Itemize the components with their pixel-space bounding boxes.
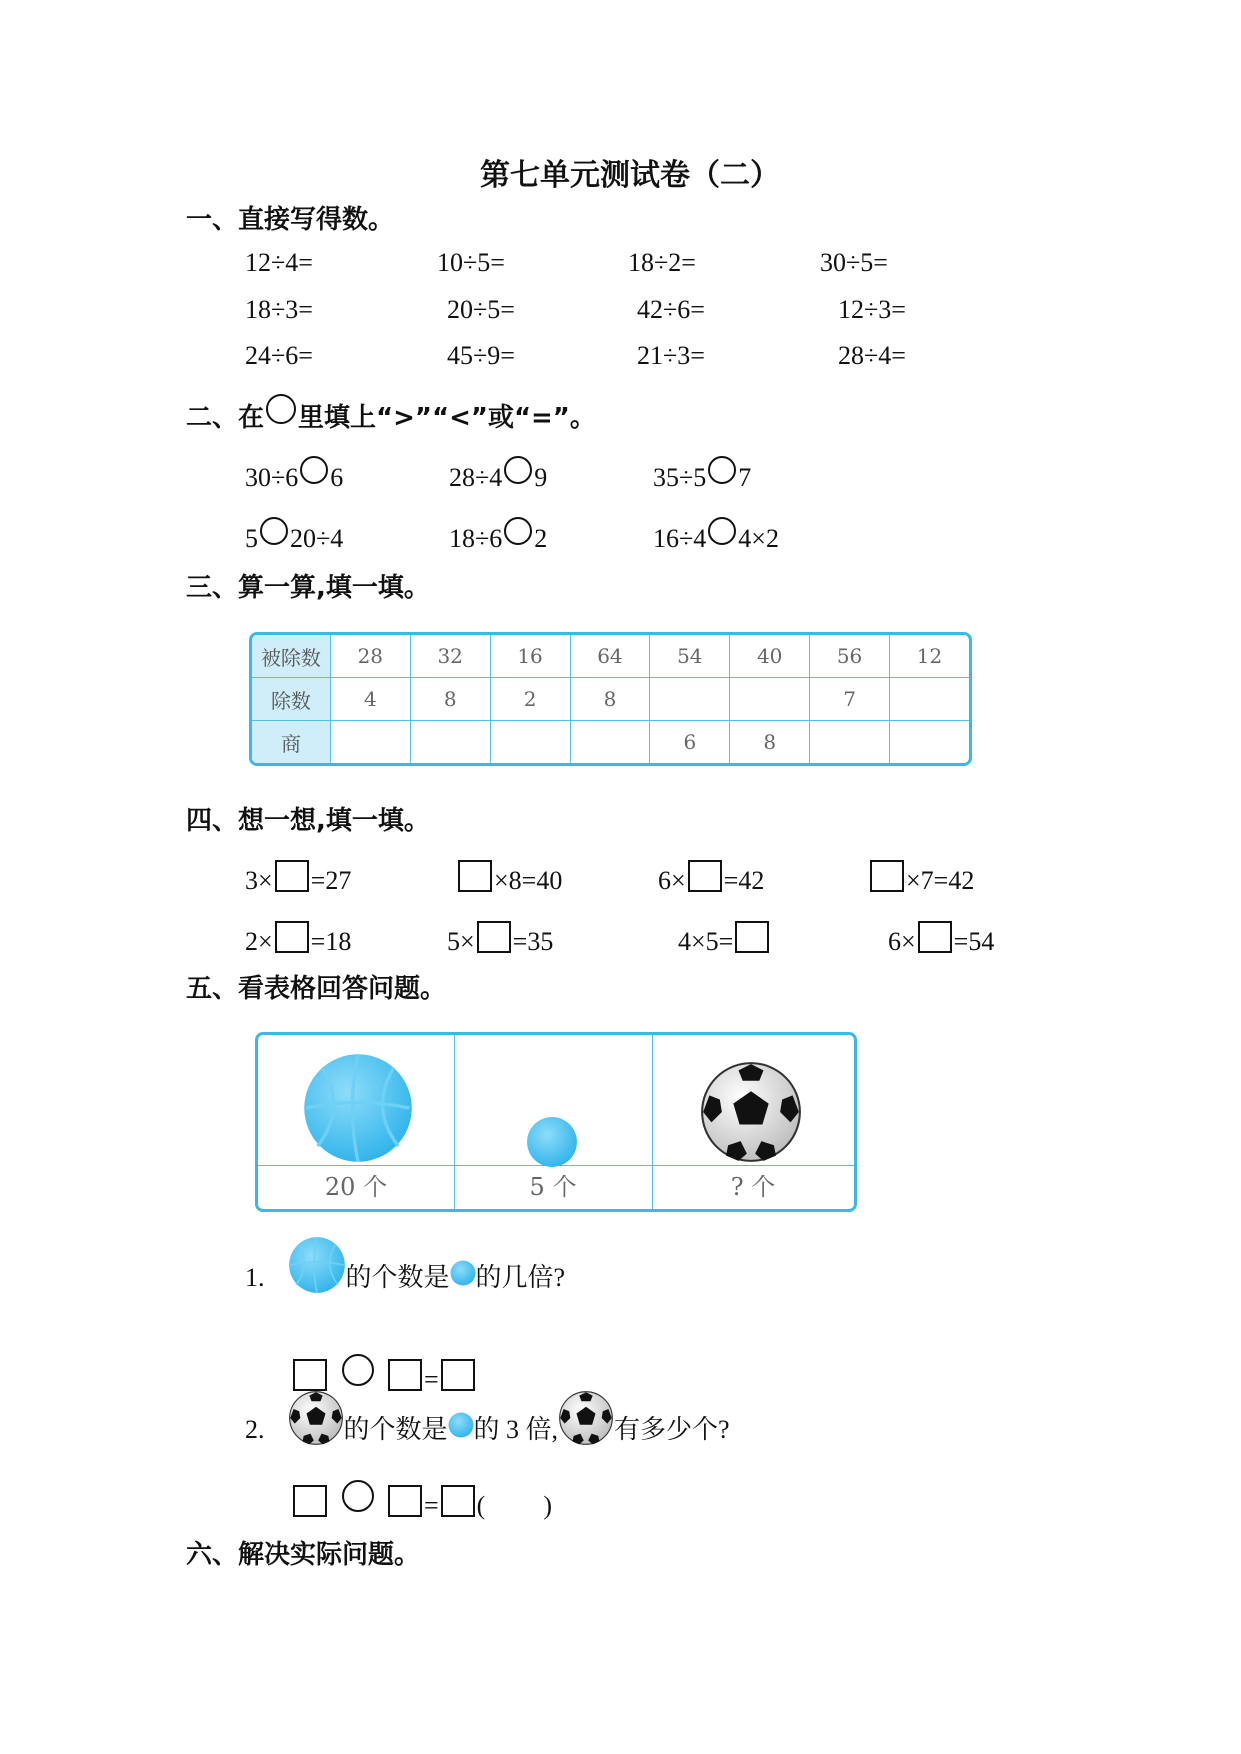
left-expression: 18÷6 [449, 524, 503, 553]
table-cell: 54 [650, 635, 730, 678]
q4-equation [678, 921, 771, 957]
pingpong-count: 5 个 [529, 1173, 577, 1201]
unit-paren-open: ( [476, 1491, 486, 1520]
section-2-prefix: 二、在 [186, 403, 265, 433]
table-cell[interactable] [331, 721, 411, 763]
operator-circle[interactable] [342, 1354, 374, 1386]
q2-comparison [245, 517, 343, 554]
answer-box[interactable] [870, 860, 904, 892]
soccer-count: ? 个 [730, 1173, 776, 1201]
left-expression: 30÷6 [245, 463, 299, 492]
q4-equation [888, 921, 994, 957]
q5-2-text-c: 有多少个? [614, 1415, 730, 1444]
equation-suffix: =54 [953, 927, 995, 956]
q4-equation [245, 860, 351, 896]
table-cell[interactable] [650, 678, 730, 721]
answer-box[interactable] [441, 1359, 475, 1391]
q5-question-1 [245, 1236, 565, 1294]
answer-box[interactable] [388, 1485, 422, 1517]
q5-answer-1 [291, 1354, 477, 1395]
right-expression: 7 [738, 463, 752, 492]
equation-prefix: 6× [888, 927, 916, 956]
table-cell: 28 [331, 635, 411, 678]
equals-sign: = [424, 1491, 439, 1520]
row-label: 商 [252, 721, 331, 763]
answer-box[interactable] [458, 860, 492, 892]
right-expression: 4×2 [738, 524, 779, 553]
q4-equation [456, 860, 562, 896]
ball-count-table [255, 1032, 857, 1212]
unit-paren-close: ) [543, 1491, 553, 1520]
q1-problem: 12÷4= [245, 248, 313, 277]
pingpong-ball-icon [448, 1412, 474, 1438]
table-cell: 8 [571, 678, 651, 721]
answer-box[interactable] [477, 921, 511, 953]
left-expression: 5 [245, 524, 258, 553]
equation-suffix: ×8=40 [494, 866, 563, 895]
section-1-heading: 一、直接写得数。 [186, 205, 395, 235]
equation-suffix: =18 [310, 927, 352, 956]
equation-prefix: 2× [245, 927, 273, 956]
q1-problem: 42÷6= [637, 295, 705, 324]
soccer-ball-icon [288, 1390, 344, 1446]
compare-circle[interactable] [708, 517, 736, 545]
answer-box[interactable] [735, 921, 769, 953]
q1-problem: 45÷9= [447, 341, 515, 370]
section-2-heading [186, 394, 596, 434]
section-5-heading: 五、看表格回答问题。 [186, 974, 447, 1004]
section-3-heading: 三、算一算,填一填。 [186, 573, 430, 603]
page-title: 第七单元测试卷（二） [480, 158, 780, 193]
q1-problem: 20÷5= [447, 295, 515, 324]
table-cell[interactable] [890, 721, 969, 763]
section-4-heading: 四、想一想,填一填。 [186, 806, 430, 836]
answer-box[interactable] [275, 921, 309, 953]
question-number: 2. [245, 1415, 265, 1444]
right-expression: 9 [534, 463, 548, 492]
table-cell[interactable] [890, 678, 969, 721]
compare-circle[interactable] [504, 517, 532, 545]
left-expression: 16÷4 [653, 524, 707, 553]
answer-box[interactable] [275, 860, 309, 892]
q4-equation [447, 921, 553, 957]
q1-problem: 18÷2= [628, 248, 696, 277]
q5-2-text-b: 的 3 倍, [473, 1415, 559, 1444]
table-cell: 2 [491, 678, 571, 721]
compare-circle[interactable] [260, 517, 288, 545]
q1-problem: 12÷3= [838, 295, 906, 324]
table-cell: 40 [730, 635, 810, 678]
table-cell: 6 [650, 721, 730, 763]
q4-equation [868, 860, 974, 896]
left-expression: 28÷4 [449, 463, 503, 492]
table-cell: 12 [890, 635, 969, 678]
q5-answer-2 [291, 1480, 552, 1521]
q1-problem: 10÷5= [437, 248, 505, 277]
q1-problem: 30÷5= [820, 248, 888, 277]
table-cell[interactable] [730, 678, 810, 721]
answer-box[interactable] [293, 1485, 327, 1517]
soccer-ball-icon [558, 1390, 614, 1446]
table-row [252, 678, 969, 721]
section-2-text: 里填上“>”“<”或“=”。 [298, 403, 596, 433]
answer-box[interactable] [441, 1485, 475, 1517]
equation-suffix: =27 [310, 866, 352, 895]
soccer-ball-icon [699, 1047, 803, 1177]
equation-prefix: 5× [447, 927, 475, 956]
q2-comparison [653, 456, 751, 493]
equation-prefix: 4×5= [678, 927, 734, 956]
table-cell: 7 [810, 678, 890, 721]
question-number: 1. [245, 1263, 265, 1292]
q2-comparison [653, 517, 779, 554]
q4-equation [658, 860, 764, 896]
equation-suffix: =42 [723, 866, 765, 895]
answer-box[interactable] [293, 1359, 327, 1391]
equals-sign: = [424, 1365, 439, 1394]
table-row [252, 721, 969, 763]
operator-circle[interactable] [342, 1480, 374, 1512]
answer-box[interactable] [688, 860, 722, 892]
left-expression: 35÷5 [653, 463, 707, 492]
table-cell: 32 [411, 635, 491, 678]
table-cell: 64 [571, 635, 651, 678]
answer-box[interactable] [918, 921, 952, 953]
table-row [252, 635, 969, 678]
pingpong-ball-icon [450, 1260, 476, 1286]
basketball-icon [288, 1236, 346, 1294]
right-expression: 20÷4 [290, 524, 344, 553]
table-cell[interactable] [411, 721, 491, 763]
table-cell[interactable] [491, 721, 571, 763]
equation-prefix: 3× [245, 866, 273, 895]
division-table [249, 632, 972, 766]
equation-prefix: 6× [658, 866, 686, 895]
q1-problem: 28÷4= [838, 341, 906, 370]
row-label: 被除数 [252, 635, 331, 678]
section-6-heading: 六、解决实际问题。 [186, 1540, 421, 1570]
q2-comparison [449, 517, 547, 554]
compare-circle[interactable] [504, 456, 532, 484]
q5-1-text-b: 的几倍? [475, 1263, 566, 1292]
table-cell: 56 [810, 635, 890, 678]
equation-suffix: =35 [512, 927, 554, 956]
q5-1-text-a: 的个数是 [345, 1263, 450, 1292]
basketball-icon [302, 1043, 414, 1173]
table-cell[interactable] [810, 721, 890, 763]
row-label: 除数 [252, 678, 331, 721]
q2-comparison [449, 456, 547, 493]
table-cell: 8 [411, 678, 491, 721]
q5-question-2 [245, 1390, 730, 1446]
table-cell[interactable] [571, 721, 651, 763]
table-cell: 8 [730, 721, 810, 763]
compare-circle[interactable] [708, 456, 736, 484]
q4-equation [245, 921, 351, 957]
q2-comparison [245, 456, 343, 493]
compare-circle[interactable] [300, 456, 328, 484]
q1-problem: 24÷6= [245, 341, 313, 370]
answer-box[interactable] [388, 1359, 422, 1391]
q1-problem: 21÷3= [637, 341, 705, 370]
table-cell: 4 [331, 678, 411, 721]
right-expression: 6 [330, 463, 344, 492]
q1-problem: 18÷3= [245, 295, 313, 324]
equation-suffix: ×7=42 [906, 866, 975, 895]
table-cell: 16 [491, 635, 571, 678]
circle-blank-icon [266, 394, 296, 424]
q5-2-text-a: 的个数是 [343, 1415, 448, 1444]
right-expression: 2 [534, 524, 548, 553]
basketball-count: 20 个 [324, 1173, 388, 1201]
